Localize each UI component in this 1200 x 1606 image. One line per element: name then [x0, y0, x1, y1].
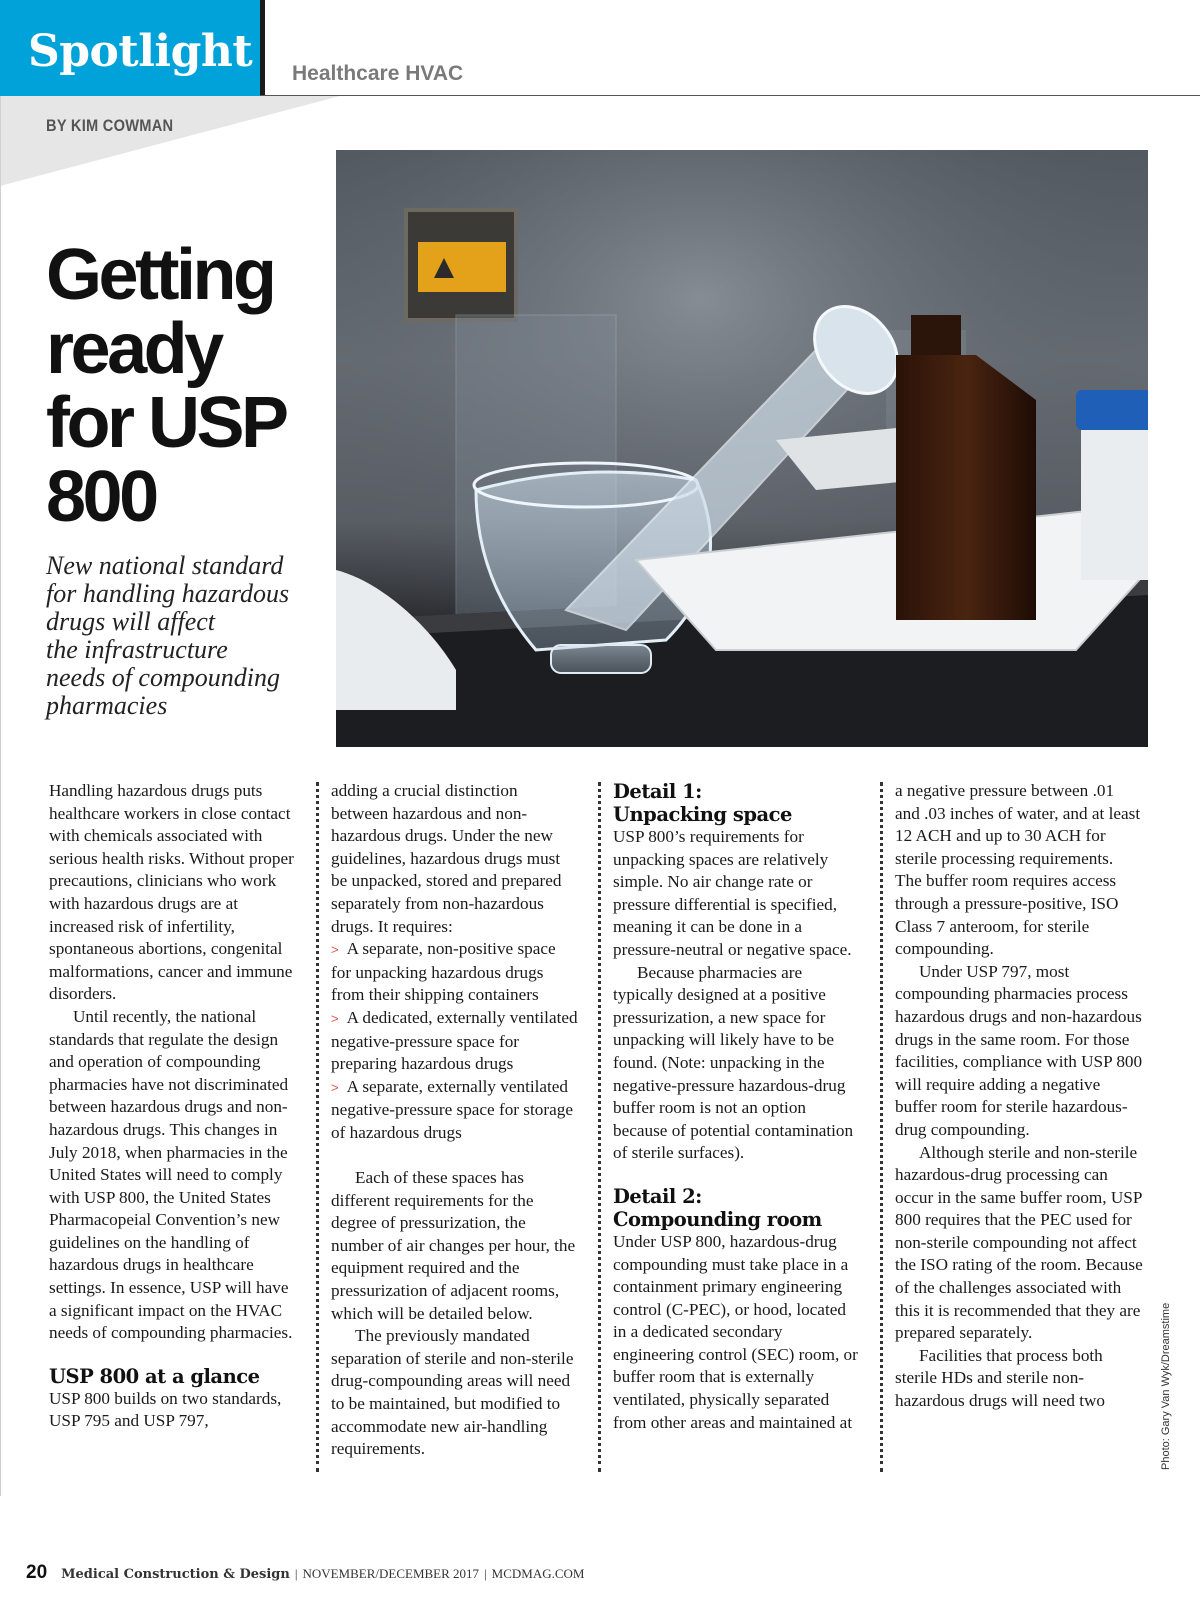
section-label: Healthcare HVAC [292, 62, 464, 85]
paragraph: Facilities that process both sterile HDs and sterile non-hazardous drugs will need two [895, 1345, 1106, 1411]
column-divider [316, 782, 319, 1472]
subhead-detail-1: Detail 1: Unpacking space [613, 780, 792, 826]
article-column-1 [49, 780, 297, 1433]
requirements-list [331, 938, 579, 1144]
paragraph: Under USP 797, most compounding pharmacies process hazardous drugs and non-hazardous drugs in the same room. For those facilities, compliance with USP 800 will require adding a negative buffer room for sterile hazardous-drug compounding. [895, 961, 1143, 1139]
list-item: > A separate, externally ventilated negative-pressure space for storage of hazardous drugs [331, 1076, 573, 1142]
paragraph: The previously mandated separation of sterile and non-sterile drug-compounding areas will need to be maintained, but modified to accommodate new air-handling requirements. [331, 1326, 574, 1459]
subhead-usp800-at-a-glance: USP 800 at a glance [49, 1364, 260, 1388]
column-divider [880, 782, 883, 1472]
page-number: 20 [26, 1562, 48, 1583]
paragraph: USP 800 builds on two standards, USP 795 and USP 797, [49, 1388, 282, 1431]
header-divider-vertical [260, 0, 265, 96]
photo-illustration [336, 150, 1148, 747]
footer-separator: | [484, 1566, 487, 1581]
bullet-arrow-icon: > [331, 942, 339, 958]
bullet-arrow-icon: > [331, 1079, 339, 1095]
article-column-4 [895, 780, 1143, 1413]
website: MCDMAG.COM [491, 1566, 585, 1581]
page-left-rule [0, 96, 1, 1496]
corner-decoration [0, 96, 340, 186]
magazine-name: Medical Construction & Design [61, 1567, 290, 1582]
paragraph: Each of these spaces has different requirements for the degree of pressurization, the number of air changes per hour, the equipment required and the pressurization of adjacent rooms, which will be detailed below. [331, 1168, 576, 1323]
spotlight-label: Spotlight [28, 26, 253, 77]
laboratory-mortar-pestle-photo [336, 150, 1148, 747]
list-item: > A separate, non-positive space for unpacking hazardous drugs from their shipping containers [331, 939, 556, 1005]
header-divider-horizontal [260, 95, 1200, 96]
byline: BY KIM COWMAN [46, 116, 174, 135]
subhead-detail-2: Detail 2: Compounding room [613, 1184, 822, 1231]
footer-separator: | [294, 1566, 298, 1581]
column-divider [598, 782, 601, 1472]
page-footer [26, 1562, 584, 1584]
paragraph: adding a crucial distinction between hazardous and non-hazardous drugs. Under the new guidelines, hazardous drugs must be unpacked, stored and prepared separately from non-hazardous drugs. It requires: [331, 781, 562, 936]
photo-credit: Photo: Gary Van Wyk/Dreamstime [1160, 1302, 1172, 1470]
paragraph: Because pharmacies are typically designed at a positive pressurization, a new space for unpacking will likely have to be found. (Note: unpacking in the negative-pressure hazardous-drug buffer room is not an option because of potential contamination of sterile surfaces). [613, 962, 854, 1163]
paragraph: a negative pressure between .01 and .03 inches of water, and at least 12 ACH and up to 30 ACH for sterile processing requirements. The buffer room requires access through a pressure-positive, ISO Class 7 anteroom, for sterile compounding. [895, 781, 1141, 959]
paragraph: Until recently, the national standards that regulate the design and operation of compounding pharmacies have not discriminated between hazardous drugs and non-hazardous drugs. This changes in July 2018, when pharmacies in the United States will need to comply with USP 800, the United States Pharmacopeial Convention’s new guidelines on the handling of hazardous drugs in healthcare settings. In essence, USP will have a significant impact on the HVAC needs of compounding pharmacies. [49, 1006, 293, 1343]
paragraph: Under USP 800, hazardous-drug compounding must take place in a containment primary engineering control (C-PEC), or hood, located in a dedicated secondary engineering control (SEC) room, or buffer room that is externally ventilated, physically separated from other areas and maintained at [613, 1231, 858, 1432]
bullet-arrow-icon: > [331, 1010, 339, 1026]
list-item: > A dedicated, externally ventilated negative-pressure space for preparing hazardous drugs [331, 1007, 578, 1074]
article-column-2 [331, 780, 579, 1461]
issue-date: NOVEMBER/DECEMBER 2017 [302, 1566, 480, 1581]
headline: Getting ready for USP 800 [46, 235, 286, 537]
article-column-3 [613, 780, 861, 1434]
paragraph: Although sterile and non-sterile hazardous-drug processing can occur in the same buffer room, USP 800 requires that the PEC used for non-sterile compounding not affect the ISO rating of the room. Because of the challenges associated with this it is recommended that they are prepared separately. [895, 1142, 1143, 1343]
paragraph: USP 800’s requirements for unpacking spaces are relatively simple. No air change rate or pressure differential is specified, meaning it can be done in a pressure-neutral or negative space. [613, 827, 852, 959]
paragraph: Handling hazardous drugs puts healthcare workers in close contact with chemicals associated with serious health risks. Without proper precautions, clinicians who work with hazardous drugs are at increased risk of infertility, spontaneous abortions, congenital malformations, cancer and immune disorders. [49, 781, 294, 1004]
deck-subtitle: New national standard for handling hazardous drugs will affect the infrastructure needs of compounding pharmacies [46, 551, 290, 720]
spotlight-banner [0, 0, 260, 96]
